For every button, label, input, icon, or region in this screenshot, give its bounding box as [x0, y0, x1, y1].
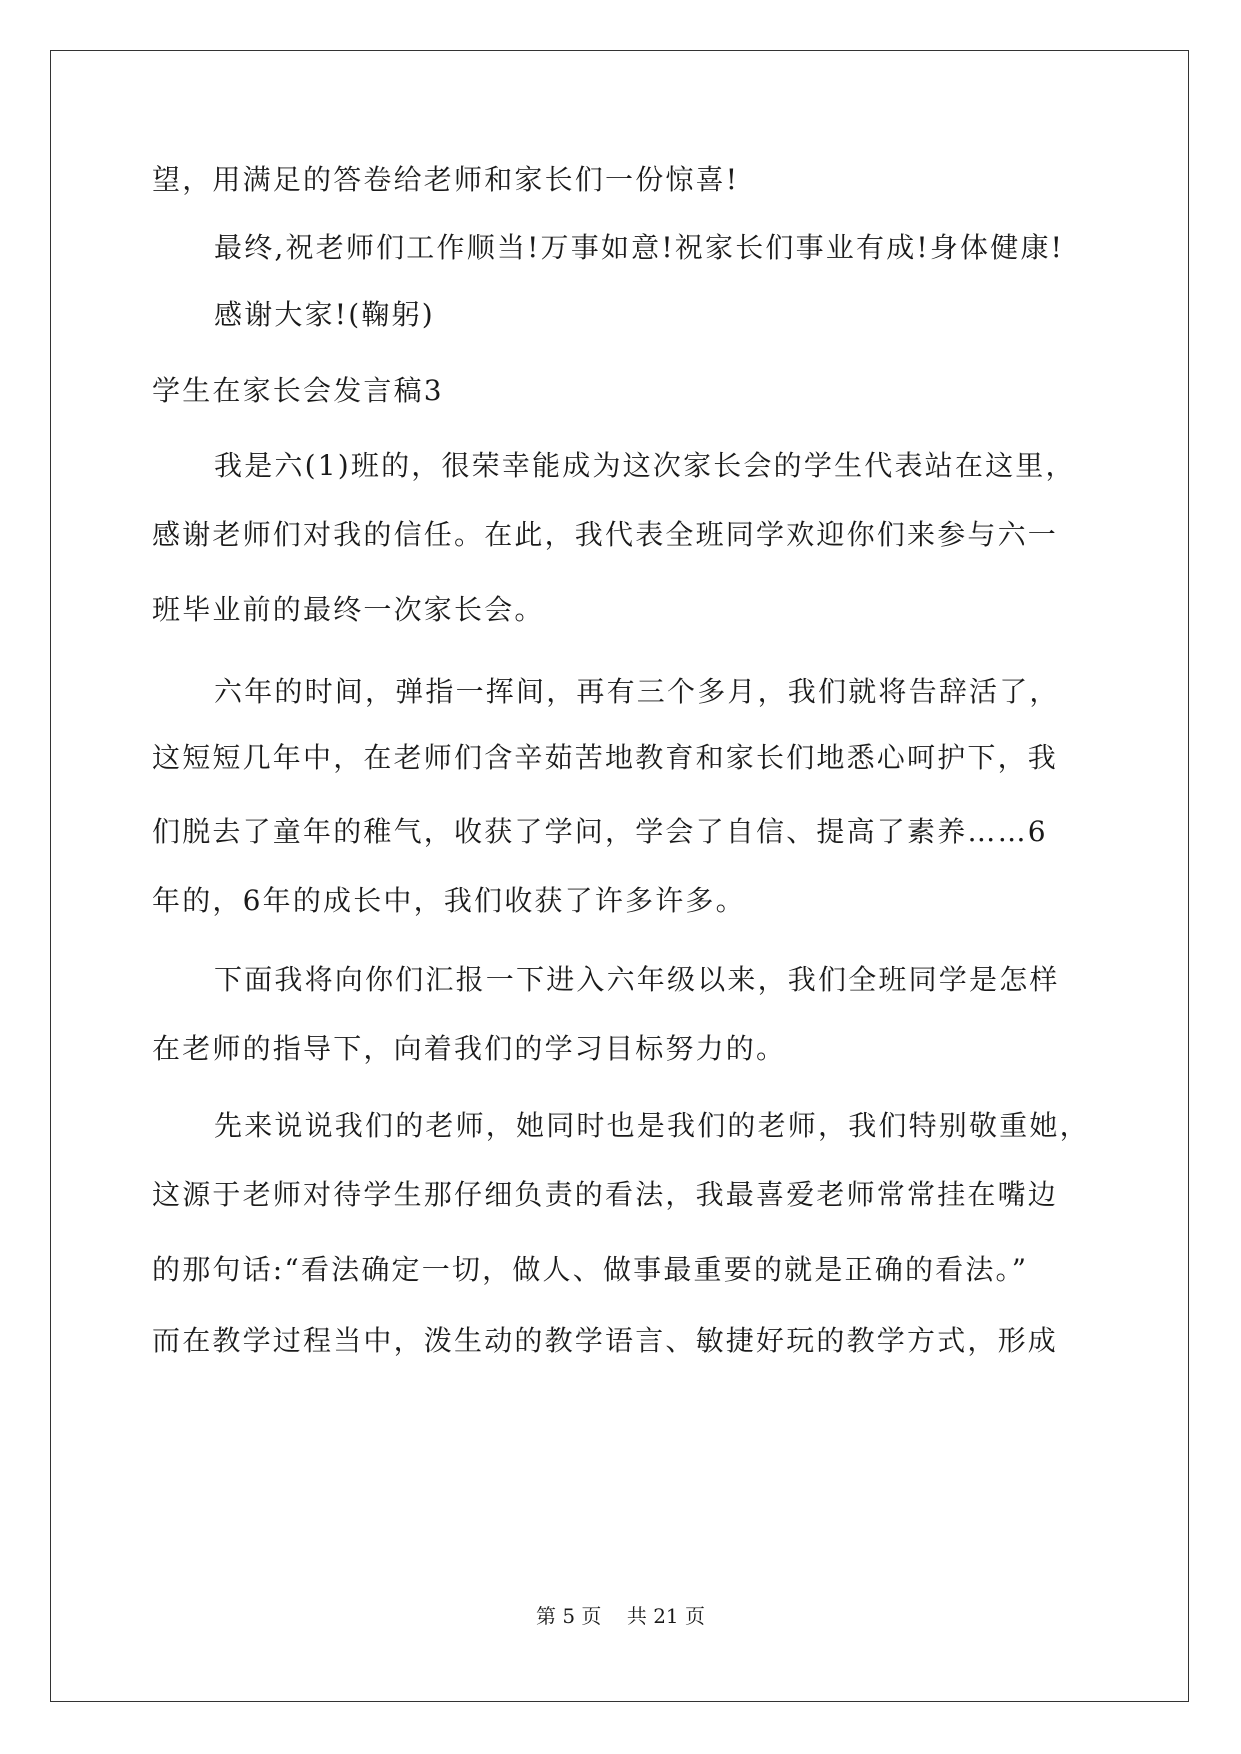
text-line: 感谢老师们对我的信任。在此，我代表全班同学欢迎你们来参与六一 [152, 518, 1059, 551]
text-line: 望，用满足的答卷给老师和家长们一份惊喜! [152, 163, 740, 196]
text-line: 我是六(1)班的，很荣幸能成为这次家长会的学生代表站在这里， [214, 449, 1076, 482]
text-line: 这源于老师对待学生那仔细负责的看法，我最喜爱老师常常挂在嘴边 [152, 1178, 1059, 1211]
text-line: 六年的时间，弹指一挥间，再有三个多月，我们就将告辞活了， [214, 675, 1060, 708]
text-line: 先来说说我们的老师，她同时也是我们的老师，我们特别敬重她， [214, 1109, 1090, 1142]
text-line: 这短短几年中，在老师们含辛茹苦地教育和家长们地悉心呵护下，我 [152, 741, 1059, 774]
text-line: 年的，6年的成长中，我们收获了许多许多。 [152, 884, 746, 917]
text-line: 们脱去了童年的稚气，收获了学问，学会了自信、提高了素养……6 [152, 815, 1048, 848]
page-number-footer: 第 5 页 共 21 页 [535, 1604, 706, 1628]
text-line: 而在教学过程当中，泼生动的教学语言、敏捷好玩的教学方式，形成 [152, 1324, 1059, 1357]
text-line: 最终,祝老师们工作顺当!万事如意!祝家长们事业有成!身体健康! [214, 231, 1065, 264]
text-line: 的那句话:“看法确定一切，做人、做事最重要的就是正确的看法。” [152, 1253, 1029, 1286]
text-line: 下面我将向你们汇报一下进入六年级以来，我们全班同学是怎样 [214, 963, 1060, 996]
section-heading: 学生在家长会发言稿3 [152, 374, 444, 407]
text-line: 感谢大家!(鞠躬) [214, 298, 435, 331]
text-line: 班毕业前的最终一次家长会。 [152, 593, 545, 626]
text-line: 在老师的指导下，向着我们的学习目标努力的。 [152, 1032, 787, 1065]
